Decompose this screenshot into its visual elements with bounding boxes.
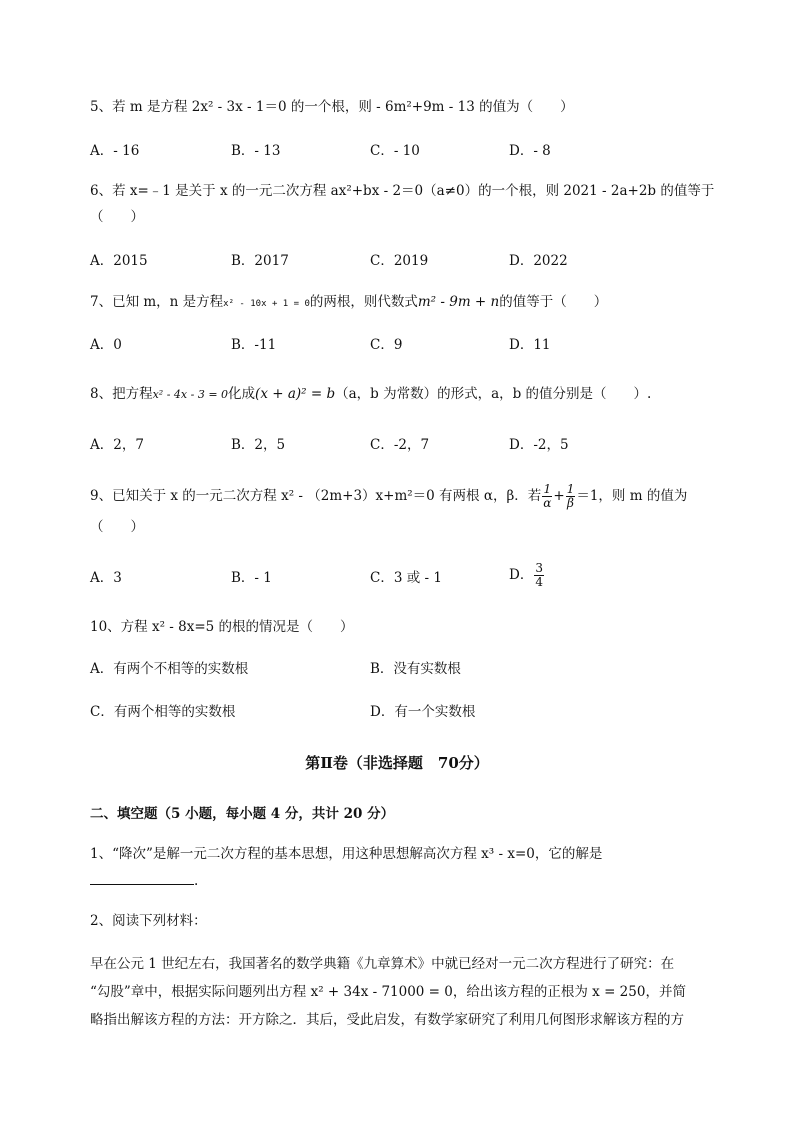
q8-suffix: （a，b 为常数）的形式，a，b 的值分别是（ ）. bbox=[335, 386, 652, 402]
q8-option-b: B．2，5 bbox=[231, 437, 286, 453]
q9-suffix: ＝1，则 m 的值为 bbox=[576, 488, 688, 504]
q8-form: (x + a)² = b bbox=[255, 386, 336, 402]
q8-option-d: D．-2，5 bbox=[509, 437, 569, 453]
q8-option-c: C．-2，7 bbox=[370, 437, 430, 453]
q5-option-d: D．- 8 bbox=[509, 143, 551, 159]
fill-question-2: 2、阅读下列材料： bbox=[90, 913, 207, 929]
question-9 bbox=[90, 481, 687, 511]
q8-prefix: 8、把方程 bbox=[90, 386, 153, 402]
question-8 bbox=[90, 384, 651, 405]
question-10: 10、方程 x² - 8x=5 的根的情况是（ ） bbox=[90, 619, 354, 635]
q6-option-a: A．2015 bbox=[90, 253, 148, 269]
question-6-bracket: （ ） bbox=[90, 209, 144, 225]
q6-option-b: B．2017 bbox=[231, 253, 289, 269]
question-5: 5、若 m 是方程 2x² - 3x - 1＝0 的一个根，则 - 6m²+9m - 13 的值为（ ） bbox=[90, 99, 574, 115]
q9-option-b: B．- 1 bbox=[231, 570, 272, 586]
q5-option-c: C．- 10 bbox=[370, 143, 420, 159]
q9-option-c: C．3 或 - 1 bbox=[370, 570, 442, 586]
question-7 bbox=[90, 292, 607, 314]
q8-mid: 化成 bbox=[228, 386, 256, 402]
q7-option-a: A．0 bbox=[90, 337, 122, 353]
q7-option-d: D．11 bbox=[509, 337, 551, 353]
q5-option-a: A．- 16 bbox=[90, 143, 140, 159]
q9-fraction-beta: $\frac{1}{\beta}$ bbox=[566, 482, 575, 510]
fill-question-1: 1、“降次”是解一元二次方程的基本思想，用这种思想解高次方程 x³ - x=0，它的解是 bbox=[90, 846, 603, 862]
q10-option-d: D．有一个实数根 bbox=[370, 704, 476, 720]
q10-option-b: B．没有实数根 bbox=[370, 661, 461, 677]
section-title: 第Ⅱ卷（非选择题 70分） bbox=[305, 754, 489, 772]
answer-blank[interactable] bbox=[90, 870, 194, 885]
q6-option-c: C．2019 bbox=[370, 253, 429, 269]
q9-option-d-label: D． bbox=[509, 567, 534, 583]
q10-option-a: A．有两个不相等的实数根 bbox=[90, 661, 249, 677]
q7-option-b: B．-11 bbox=[231, 337, 277, 353]
q7-prefix: 7、已知 m，n 是方程 bbox=[90, 294, 224, 310]
question-9-bracket: （ ） bbox=[90, 519, 144, 535]
fill-question-1-answer-line bbox=[90, 870, 198, 891]
q7-suffix: 的值等于（ ） bbox=[499, 294, 608, 310]
q5-option-b: B．- 13 bbox=[231, 143, 281, 159]
fill-in-heading: 二、填空题（5 小题，每小题 4 分，共计 20 分） bbox=[90, 806, 395, 822]
q9-plus: + bbox=[553, 488, 565, 504]
q6-option-d: D．2022 bbox=[509, 253, 568, 269]
q9-fraction-alpha: $\frac{1}{\alpha}$ bbox=[543, 482, 552, 510]
fill-question-1-end: . bbox=[194, 873, 199, 889]
q10-option-c: C．有两个相等的实数根 bbox=[90, 704, 236, 720]
material-paragraph-line-3: 略指出解该方程的方法：开方除之．其后，受此启发，有数学家研究了利用几何图形求解该方程的方 bbox=[90, 1012, 684, 1028]
q9-option-d bbox=[509, 560, 545, 590]
q8-equation: x² - 4x - 3 = 0 bbox=[152, 388, 229, 401]
q7-option-c: C．9 bbox=[370, 337, 403, 353]
q9-prefix: 9、已知关于 x 的一元二次方程 x² - （2m+3）x+m²＝0 有两根 α，β．若 bbox=[90, 488, 542, 504]
q7-mid: 的两根，则代数式 bbox=[309, 294, 418, 310]
q7-expression: m² - 9m + n bbox=[417, 294, 500, 310]
question-6: 6、若 x=﹣1 是关于 x 的一元二次方程 ax²+bx - 2＝0（a≠0）的一个根，则 2021 - 2a+2b 的值等于 bbox=[90, 183, 715, 199]
material-paragraph-line-1: 早在公元 1 世纪左右，我国著名的数学典籍《九章算术》中就已经对一元二次方程进行了研究：在 bbox=[90, 956, 675, 972]
q9-option-a: A．3 bbox=[90, 570, 122, 586]
q7-equation: x² - 10x + 1 = 0 bbox=[223, 299, 310, 309]
q9-option-d-fraction: $\frac{3}{4}$ bbox=[535, 561, 543, 589]
material-paragraph-line-2: “勾股”章中，根据实际问题列出方程 x² + 34x - 71000 = 0，给出该方程的正根为 x = 250，并简 bbox=[90, 984, 686, 1000]
q8-option-a: A．2，7 bbox=[90, 437, 144, 453]
